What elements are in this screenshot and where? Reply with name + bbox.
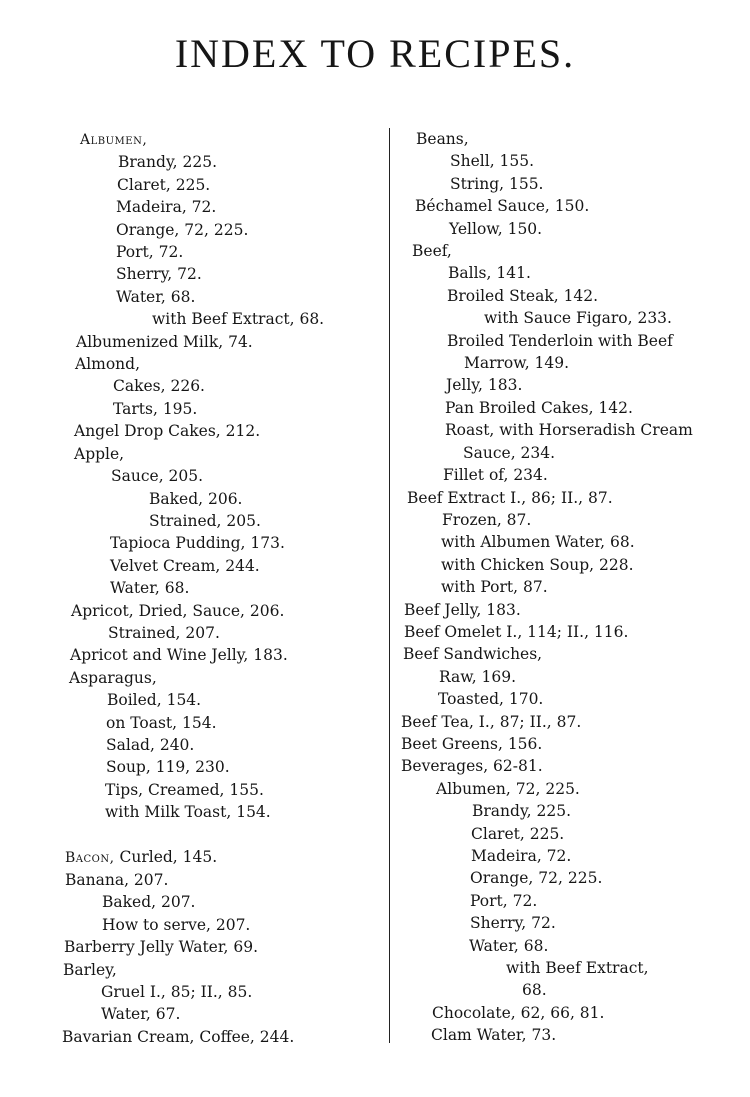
index-entry: Banana, 207. [65, 871, 169, 889]
index-entry: with Beef Extract, [506, 959, 649, 978]
section-gap [62, 824, 392, 846]
index-entry: Tapioca Pudding, 173. [110, 534, 285, 553]
index-entry: Broiled Tenderloin with Beef [447, 331, 673, 350]
index-entry: with Chicken Soup, 228. [441, 555, 634, 574]
index-entry: Yellow, 150. [449, 219, 543, 238]
index-entry: Port, 72. [116, 243, 184, 262]
index-entry: Claret, 225. [117, 175, 211, 194]
index-entry: Apricot, Dried, Sauce, 206. [71, 601, 285, 620]
index-entry: Soup, 119, 230. [106, 758, 230, 777]
index-entry: Water, 68. [110, 579, 190, 598]
index-entry [62, 128, 392, 151]
index-entry: with Albumen Water, 68. [441, 533, 635, 552]
index-entry: Baked, 206. [149, 489, 243, 508]
index-entry: Fillet of, 234. [443, 466, 548, 485]
index-entry: Jelly, 183. [446, 376, 523, 395]
index-entry: Orange, 72, 225. [470, 869, 603, 888]
index-entry-head: Bacon, [65, 849, 115, 866]
index-entry: Salad, 240. [106, 735, 195, 754]
page-title: INDEX TO RECIPES. [174, 31, 576, 76]
index-entry: Sherry, 72. [470, 914, 556, 933]
index-entry: Port, 72. [470, 891, 538, 910]
index-entry: Frozen, 87. [442, 510, 532, 529]
index-entry: Raw, 169. [439, 667, 517, 686]
index-entry: Bavarian Cream, Coffee, 244. [62, 1027, 295, 1046]
index-entry: Brandy, 225. [118, 153, 218, 172]
index-entry: Orange, 72, 225. [116, 220, 249, 239]
index-entry: Water, 68. [116, 287, 196, 306]
column-divider [389, 128, 390, 1043]
index-entry: Roast, with Horseradish Cream [445, 421, 693, 440]
index-entry [62, 846, 392, 869]
index-entry: Shell, 155. [450, 152, 535, 171]
index-column-right [400, 128, 730, 1047]
index-entry: Strained, 205. [149, 511, 261, 530]
index-entry: Water, 68. [469, 936, 549, 955]
index-entry: Angel Drop Cakes, 212. [74, 422, 261, 441]
index-entry: Marrow, 149. [464, 354, 570, 373]
index-entry: Beans, [416, 130, 469, 148]
index-entry: with Port, 87. [441, 578, 548, 597]
index-entry: Beet Greens, 156. [401, 734, 543, 753]
index-entry: on Toast, 154. [106, 713, 217, 732]
index-entry: Balls, 141. [448, 264, 531, 283]
index-entry: Almond, [75, 355, 141, 374]
index-entry: Albumenized Milk, 74. [76, 332, 253, 351]
index-entry: Cakes, 226. [113, 377, 205, 396]
index-entry: Sherry, 72. [116, 265, 202, 284]
index-entry: Apple, [74, 444, 125, 463]
index-entry: Beef Omelet I., 114; II., 116. [404, 622, 629, 641]
index-entry: Beef Extract I., 86; II., 87. [407, 488, 613, 507]
index-entry: Pan Broiled Cakes, 142. [445, 398, 633, 417]
index-entry: String, 155. [450, 174, 544, 193]
index-column-left [62, 128, 392, 1048]
index-entry: Tarts, 195. [113, 399, 198, 418]
index-entry: with Milk Toast, 154. [105, 803, 271, 822]
index-entry: Claret, 225. [471, 824, 565, 843]
index-entry: Toasted, 170. [438, 690, 544, 709]
index-entry-head: Albumen, [80, 132, 148, 148]
index-entry: Asparagus, [69, 668, 157, 687]
index-entry: Baked, 207. [102, 893, 196, 912]
index-entry-rest: Curled, 145. [114, 847, 218, 866]
index-entry: Strained, 207. [108, 623, 220, 642]
index-entry: Barberry Jelly Water, 69. [64, 938, 259, 957]
index-entry: Beef Tea, I., 87; II., 87. [401, 712, 582, 731]
index-entry: Tips, Creamed, 155. [105, 780, 264, 799]
index-entry: Chocolate, 62, 66, 81. [432, 1003, 605, 1022]
index-entry: Béchamel Sauce, 150. [415, 197, 590, 216]
index-entry: Madeira, 72. [471, 847, 572, 865]
index-entry: Beverages, 62-81. [401, 757, 543, 776]
index-entry: Albumen, 72, 225. [436, 779, 580, 798]
index-entry: Apricot and Wine Jelly, 183. [70, 646, 288, 665]
index-entry: Gruel I., 85; II., 85. [101, 983, 253, 1002]
index-entry: Beef, [412, 242, 452, 261]
index-entry: Beef Jelly, 183. [404, 600, 521, 619]
index-entry: How to serve, 207. [102, 915, 251, 934]
index-entry: Brandy, 225. [472, 802, 572, 821]
index-entry: with Beef Extract, 68. [152, 310, 325, 329]
index-entry: Sauce, 205. [111, 467, 204, 486]
index-entry: Barley, [63, 960, 117, 979]
index-entry: Velvet Cream, 244. [110, 556, 260, 575]
index-entry: Beef Sandwiches, [403, 645, 543, 664]
index-entry: 68. [522, 981, 547, 1000]
index-entry: with Sauce Figaro, 233. [484, 309, 672, 328]
index-entry: Clam Water, 73. [431, 1026, 557, 1045]
index-entry: Madeira, 72. [116, 198, 217, 217]
index-entry: Broiled Steak, 142. [447, 286, 599, 305]
index-entry: Boiled, 154. [107, 691, 202, 710]
index-entry: Sauce, 234. [463, 443, 556, 462]
index-entry: Water, 67. [101, 1005, 181, 1024]
